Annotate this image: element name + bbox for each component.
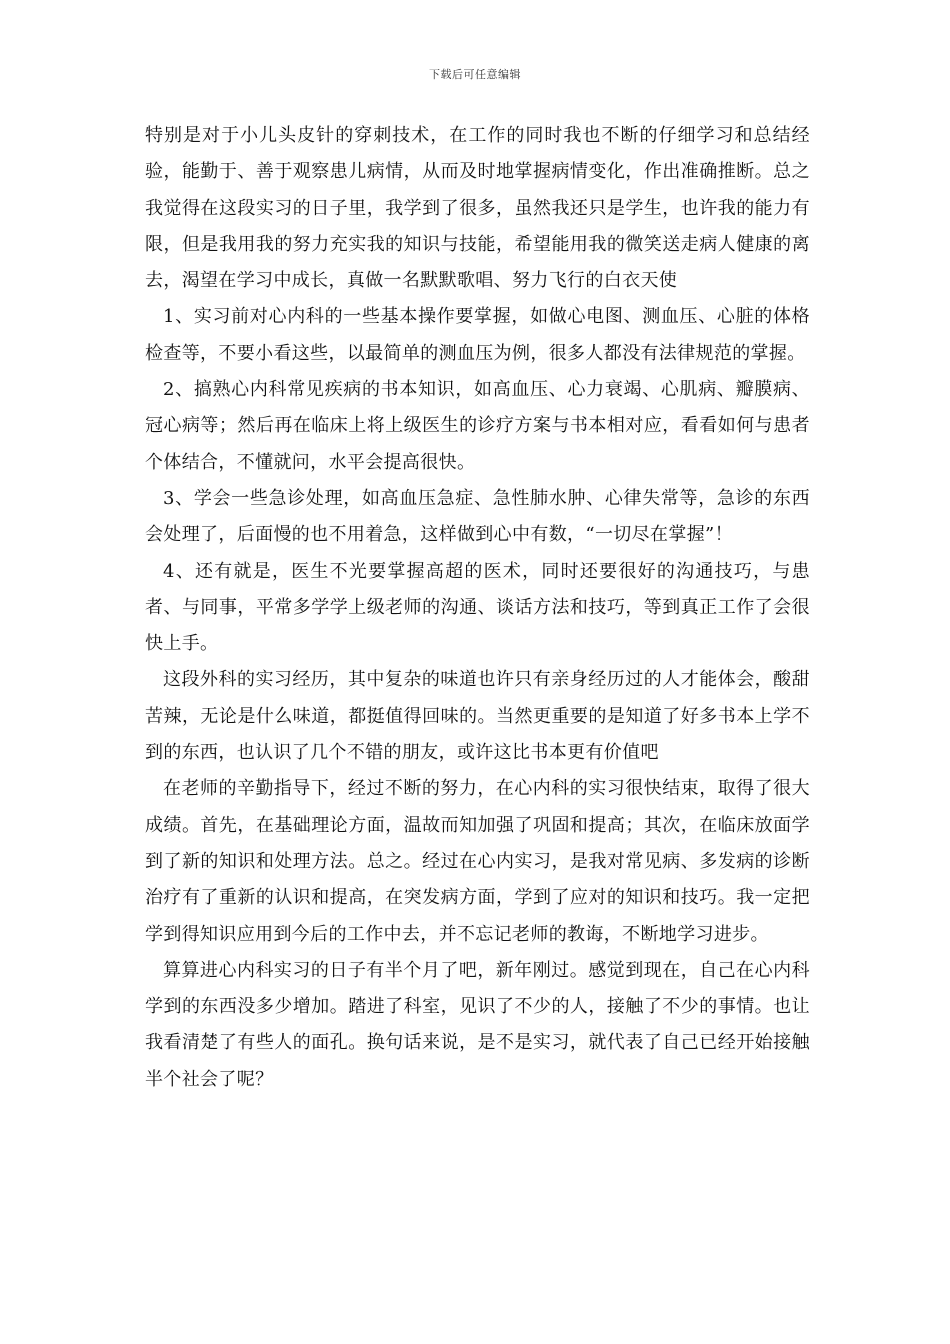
page-header: 下载后可任意编辑 (429, 68, 521, 81)
paragraph-tip-1: 1、实习前对心内科的一些基本操作要掌握，如做心电图、测血压、心脏的体格检查等，不要小看这些，以最简单的测血压为例，很多人都没有法律规范的掌握。 (145, 306, 810, 364)
document-body (145, 118, 810, 1098)
paragraph-surgery-experience: 这段外科的实习经历，其中复杂的味道也许只有亲身经历过的人才能体会，酸甜苦辣，无论是什么味道，都挺值得回味的。当然更重要的是知道了好多书本上学不到的东西，也认识了几个不错的朋友，或许这比书本更有价值吧 (145, 669, 810, 764)
paragraph-tip-4: 4、还有就是，医生不光要掌握高超的医术，同时还要很好的沟通技巧，与患者、与同事，平常多学学上级老师的沟通、谈话方法和技巧，等到真正工作了会很快上手。 (145, 560, 810, 655)
paragraph-tip-3: 3、学会一些急诊处理，如高血压急症、急性肺水肿、心律失常等，急诊的东西会处理了，后面慢的也不用着急，这样做到心中有数，“一切尽在掌握”！ (145, 487, 810, 546)
paragraph-cardiology-conclusion: 在老师的辛勤指导下，经过不断的努力，在心内科的实习很快结束，取得了很大成绩。首先，在基础理论方面，温故而知加强了巩固和提高；其次，在临床放面学到了新的知识和处理方法。总之。经过在心内实习，是我对常见病、多发病的诊断治疗有了重新的认识和提高，在突发病方面，学到了应对的知识和技巧。我一定把学到得知识应用到今后的工作中去，并不忘记老师的教诲，不断地学习进步。 (145, 778, 810, 945)
paragraph-head-needle-summary: 特别是对于小儿头皮针的穿刺技术，在工作的同时我也不断的仔细学习和总结经验，能勤于、善于观察患儿病情，从而及时地掌握病情变化，作出准确推断。总之我觉得在这段实习的日子里，我学到了很多，虽然我还只是学生，也许我的能力有限，但是我用我的努力充实我的知识与技能，希望能用我的微笑送走病人健康的离去，渴望在学习中成长，真做一名默默歌唱、努力飞行的白衣天使 (145, 125, 810, 292)
paragraph-tip-2: 2、搞熟心内科常见疾病的书本知识，如高血压、心力衰竭、心肌病、瓣膜病、冠心病等；然后再在临床上将上级医生的诊疗方案与书本相对应，看看如何与患者个体结合，不懂就问，水平会提高很快。 (145, 379, 810, 473)
paragraph-half-month-reflection: 算算进心内科实习的日子有半个月了吧，新年刚过。感觉到现在，自己在心内科学到的东西没多少增加。踏进了科室，见识了不少的人，接触了不少的事情。也让我看清楚了有些人的面孔。换句话来说，是不是实习，就代表了自己已经开始接触半个社会了呢？ (145, 959, 810, 1090)
